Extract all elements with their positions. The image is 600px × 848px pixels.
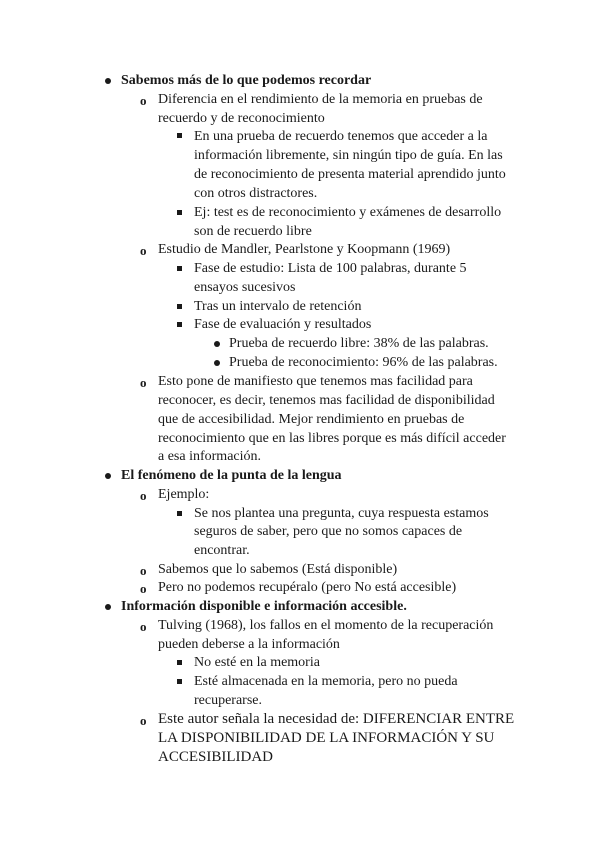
list-item-text: Esto pone de manifiesto que tenemos mas facilidad para	[158, 374, 473, 389]
list-item-text: Tras un intervalo de retención	[194, 299, 362, 314]
list-item-text: Fase de estudio: Lista de 100 palabras, durante 5	[194, 261, 467, 276]
list-item-text: Fase de evaluación y resultados	[194, 317, 372, 332]
bullet-circle-icon: o	[140, 619, 147, 634]
list-item-text: Diferencia en el rendimiento de la memoria en pruebas de	[158, 92, 483, 107]
list-item-text: Sabemos que lo sabemos (Está disponible)	[158, 562, 398, 577]
list-item-text: En una prueba de recuerdo tenemos que acceder a la	[194, 129, 488, 144]
bullet-square-icon	[177, 511, 182, 516]
bullet-circle-icon: o	[140, 488, 147, 503]
list-item-text: LA DISPONIBILIDAD DE LA INFORMACIÓN Y SU	[158, 730, 495, 746]
list-item-text: Esté almacenada en la memoria, pero no pueda	[194, 674, 458, 689]
list-item-text: ensayos sucesivos	[194, 280, 296, 295]
list-item-text: son de recuerdo libre	[194, 224, 312, 239]
list-item-text: Prueba de reconocimiento: 96% de las palabras.	[229, 355, 498, 370]
list-item-text: a esa información.	[158, 449, 262, 464]
bullet-square-icon	[177, 266, 182, 271]
bullet-circle-icon: o	[140, 93, 147, 108]
bullet-dot-icon	[214, 341, 220, 347]
list-item-text: con otros distractores.	[194, 186, 318, 201]
bullet-dot-icon	[105, 78, 111, 84]
list-item-text: Ejemplo:	[158, 487, 210, 502]
bullet-square-icon	[177, 304, 182, 309]
bullet-circle-icon: o	[140, 375, 147, 390]
list-item-text: Ej: test es de reconocimiento y exámenes de desarrollo	[194, 205, 502, 220]
list-item-text: encontrar.	[194, 543, 250, 558]
section-title: Sabemos más de lo que podemos recordar	[121, 73, 372, 88]
bullet-circle-icon: o	[140, 563, 147, 578]
list-item-text: reconocer, es decir, tenemos mas facilidad de disponibilidad	[158, 393, 495, 408]
bullet-square-icon	[177, 660, 182, 665]
list-item-text: de reconocimiento de presenta material aprendido junto	[194, 167, 506, 182]
list-item-text: Este autor señala la necesidad de: DIFERENCIAR ENTRE	[158, 711, 515, 727]
bullet-circle-icon: o	[140, 713, 147, 728]
list-item-text: Prueba de recuerdo libre: 38% de las palabras.	[229, 336, 489, 351]
bullet-dot-icon	[105, 473, 111, 479]
list-item-text: seguros de saber, pero que no somos capaces de	[194, 524, 463, 539]
bullet-dot-icon	[105, 604, 111, 610]
list-item-text: Tulving (1968), los fallos en el momento de la recuperación	[158, 618, 494, 633]
list-item-text: reconocimiento que en las libres porque es más difícil acceder	[158, 431, 506, 446]
list-item-text: que de accesibilidad. Mejor rendimiento en pruebas de	[158, 412, 465, 427]
list-item-text: recuerdo y de reconocimiento	[158, 111, 325, 126]
list-item-text: ACCESIBILIDAD	[158, 749, 273, 765]
list-item-text: Estudio de Mandler, Pearlstone y Koopmann (1969)	[158, 242, 451, 257]
bullet-square-icon	[177, 133, 182, 138]
bullet-circle-icon: o	[140, 581, 147, 596]
bullet-dot-icon	[214, 360, 220, 366]
bullet-circle-icon: o	[140, 243, 147, 258]
list-item-text: No esté en la memoria	[194, 655, 320, 670]
bullet-square-icon	[177, 210, 182, 215]
list-item-text: información libremente, sin ningún tipo de guía. En las	[194, 148, 503, 163]
section-title: Información disponible e información accesible.	[121, 599, 407, 614]
list-item-text: Pero no podemos recupéralo (pero No está accesible)	[158, 580, 457, 595]
bullet-square-icon	[177, 679, 182, 684]
list-item-text: pueden deberse a la información	[158, 637, 340, 652]
bullet-square-icon	[177, 322, 182, 327]
list-item-text: recuperarse.	[194, 693, 263, 708]
section-title: El fenómeno de la punta de la lengua	[121, 468, 342, 483]
list-item-text: Se nos plantea una pregunta, cuya respuesta estamos	[194, 506, 489, 521]
